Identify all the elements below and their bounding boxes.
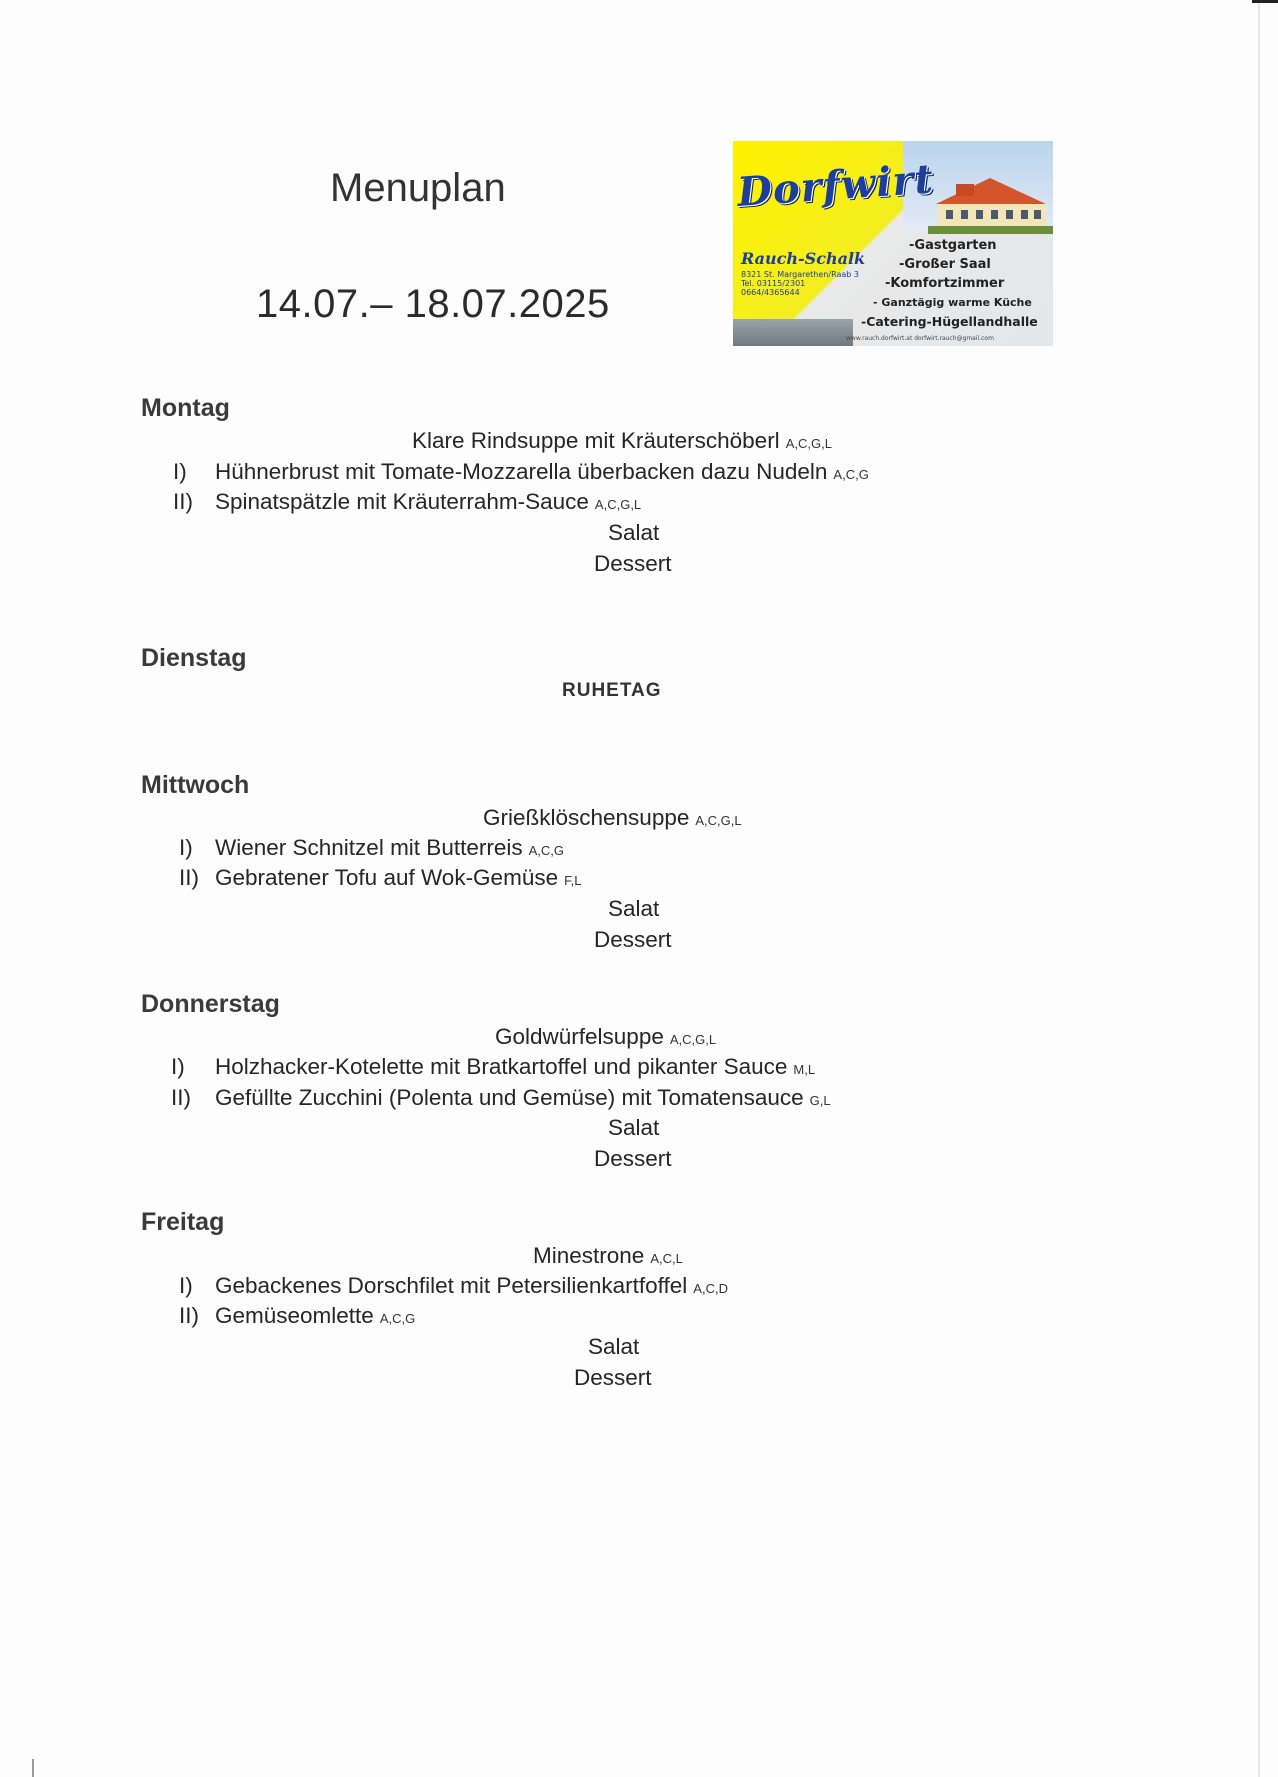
menu-text: Gebratener Tofu auf Wok-Gemüse bbox=[215, 865, 559, 890]
menu-line bbox=[215, 1085, 831, 1111]
soup-line bbox=[533, 1243, 683, 1269]
scan-mark bbox=[32, 1759, 34, 1777]
soup-text: Goldwürfelsuppe bbox=[495, 1024, 664, 1049]
day-heading-wednesday: Mittwoch bbox=[141, 771, 250, 799]
allergen-codes: G,L bbox=[809, 1093, 831, 1108]
scan-mark bbox=[1252, 0, 1278, 3]
menu-text: Wiener Schnitzel mit Butterreis bbox=[215, 835, 523, 860]
menu-number: I) bbox=[179, 1273, 193, 1298]
allergen-codes: A,C,G,L bbox=[695, 813, 742, 828]
logo-address bbox=[741, 270, 859, 297]
allergen-codes: A,C,L bbox=[650, 1251, 683, 1266]
soup-line bbox=[483, 805, 742, 831]
house-icon bbox=[928, 176, 1053, 234]
allergen-codes: A,C,D bbox=[693, 1281, 728, 1296]
soup-line bbox=[412, 428, 832, 454]
salad-line: Salat bbox=[608, 896, 660, 921]
salad-line: Salat bbox=[608, 1115, 660, 1140]
menu-line bbox=[215, 835, 564, 861]
dessert-line: Dessert bbox=[594, 1146, 672, 1171]
menu-text: Gebackenes Dorschfilet mit Petersilienkartfoffel bbox=[215, 1273, 688, 1298]
menu-line bbox=[215, 1054, 815, 1080]
allergen-codes: A,C,G bbox=[528, 843, 565, 858]
logo-web: www.rauch.dorfwirt.at dorfwirt.rauch@gmail.com bbox=[846, 335, 994, 342]
allergen-codes: M,L bbox=[793, 1062, 816, 1077]
dessert-line: Dessert bbox=[594, 551, 672, 576]
day-heading-thursday: Donnerstag bbox=[141, 990, 280, 1018]
logo-brand: Dorfwirt bbox=[735, 155, 936, 216]
logo-feature: -Gastgarten bbox=[909, 238, 997, 253]
allergen-codes: A,C,G bbox=[379, 1311, 416, 1326]
allergen-codes: A,C,G,L bbox=[594, 497, 642, 512]
menu-text: Holzhacker-Kotelette mit Bratkartoffel und pikanter Sauce bbox=[215, 1054, 788, 1079]
menu-line bbox=[215, 1303, 415, 1329]
menu-number: II) bbox=[179, 865, 199, 890]
salad-line: Salat bbox=[608, 520, 660, 545]
menu-text: Spinatspätzle mit Kräuterrahm-Sauce bbox=[215, 489, 589, 514]
dessert-line: Dessert bbox=[574, 1365, 652, 1390]
dessert-line: Dessert bbox=[594, 927, 672, 952]
rest-day-note: RUHETAG bbox=[562, 680, 662, 701]
menu-text: Gemüseomlette bbox=[215, 1303, 374, 1328]
phone-line: Tel. 03115/2301 bbox=[741, 279, 806, 288]
logo-feature: -Komfortzimmer bbox=[885, 276, 1005, 291]
menu-number: II) bbox=[171, 1085, 191, 1110]
allergen-codes: F,L bbox=[564, 873, 582, 888]
menu-line bbox=[215, 489, 641, 515]
day-heading-monday: Montag bbox=[141, 394, 230, 422]
menu-line bbox=[215, 459, 869, 485]
logo-owners: Rauch-Schalk bbox=[741, 249, 866, 268]
allergen-codes: A,C,G,L bbox=[785, 436, 832, 451]
soup-text: Minestrone bbox=[533, 1243, 645, 1268]
soup-text: Klare Rindsuppe mit Kräuterschöberl bbox=[412, 428, 780, 453]
mobile-line: 0664/4365644 bbox=[741, 288, 800, 297]
menu-number: II) bbox=[173, 489, 193, 514]
day-heading-friday: Freitag bbox=[141, 1208, 225, 1236]
date-range: 14.07.– 18.07.2025 bbox=[256, 282, 610, 326]
soup-line bbox=[495, 1024, 716, 1050]
menu-number: II) bbox=[179, 1303, 199, 1328]
day-heading-tuesday: Dienstag bbox=[141, 644, 247, 672]
menu-text: Hühnerbrust mit Tomate-Mozzarella überbacken dazu Nudeln bbox=[215, 459, 828, 484]
menu-number: I) bbox=[173, 459, 187, 484]
soup-text: Grießklöschensuppe bbox=[483, 805, 690, 830]
menu-number: I) bbox=[179, 835, 193, 860]
hall-picture bbox=[733, 319, 853, 346]
menu-number: I) bbox=[171, 1054, 185, 1079]
salad-line: Salat bbox=[588, 1334, 640, 1359]
menu-text: Gefüllte Zucchini (Polenta und Gemüse) mit Tomatensauce bbox=[215, 1085, 804, 1110]
logo-feature: -Catering-Hügellandhalle bbox=[861, 314, 1038, 329]
allergen-codes: A,C,G,L bbox=[669, 1032, 717, 1047]
menu-line bbox=[215, 1273, 728, 1299]
dorfwirt-logo bbox=[733, 141, 1053, 346]
logo-feature: - Ganztägig warme Küche bbox=[873, 296, 1032, 309]
allergen-codes: A,C,G bbox=[833, 467, 869, 482]
menu-line bbox=[215, 865, 581, 891]
logo-feature: -Großer Saal bbox=[899, 257, 991, 272]
page-title: Menuplan bbox=[330, 166, 506, 210]
address-line: 8321 St. Margarethen/Raab 3 bbox=[741, 270, 859, 279]
scan-edge bbox=[1258, 0, 1260, 1777]
